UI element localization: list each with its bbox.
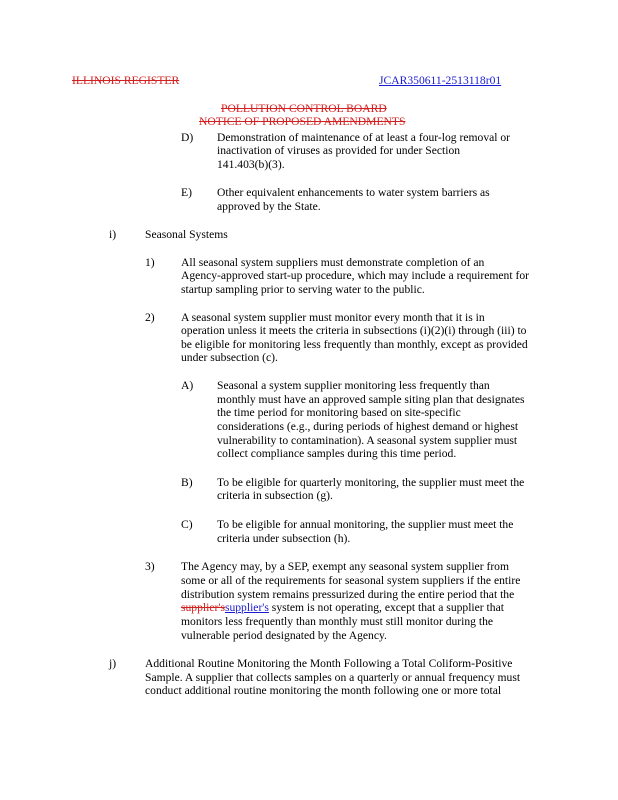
item-i3-label: 3) [145, 560, 155, 573]
inserted-text: supplier's [224, 601, 269, 614]
line-remainder: system is not operating, except that a supplier that [268, 601, 504, 614]
deleted-text: supplier's [181, 601, 225, 614]
item-i2-line-2: operation unless it meets the criteria in subsections (i)(2)(i) through (iii) to [181, 324, 527, 337]
item-i3-line-3: distribution system remains pressurized during the entire period that the [181, 588, 515, 601]
item-i2-line-3: be eligible for monitoring less frequently than monthly, except as provided [181, 338, 528, 351]
item-c-line-1: To be eligible for annual monitoring, the supplier must meet the [217, 518, 514, 531]
item-c-label: C) [181, 518, 193, 531]
item-c-line-2: criteria under subsection (h). [217, 532, 351, 545]
item-b-label: B) [181, 476, 193, 489]
section-i-label: i) [109, 228, 117, 241]
document-code: JCAR350611-2513118r01 [379, 74, 502, 87]
item-i1-line-3: startup sampling prior to serving water to the public. [181, 283, 425, 296]
notice-title: NOTICE OF PROPOSED AMENDMENTS [199, 115, 406, 128]
item-a-line-1: Seasonal a system supplier monitoring less frequently than [217, 379, 490, 392]
item-d-line-3: 141.403(b)(3). [217, 158, 285, 171]
board-title: POLLUTION CONTROL BOARD [221, 102, 387, 115]
item-i1-label: 1) [145, 256, 155, 269]
item-d-label: D) [181, 131, 194, 144]
item-i3-line-4 [181, 601, 504, 615]
item-a-line-2: monthly must have an approved sample siting plan that designates [217, 393, 525, 406]
item-i2-line-4: under subsection (c). [181, 351, 278, 364]
item-d-line-1: Demonstration of maintenance of at least a four-log removal or [217, 131, 511, 144]
item-i2-line-1: A seasonal system supplier must monitor every month that it is in [181, 311, 485, 324]
item-i3-line-2: some or all of the requirements for seasonal system suppliers if the entire [181, 574, 521, 587]
item-e-label: E) [181, 186, 192, 199]
item-d-line-2: inactivation of viruses as provided for under Section [217, 144, 461, 157]
item-i3-line-1: The Agency may, by a SEP, exempt any seasonal system supplier from [181, 560, 509, 573]
item-b-line-2: criteria in subsection (g). [217, 489, 333, 502]
item-a-line-6: collect compliance samples during this time period. [217, 447, 457, 460]
item-i1-line-2: Agency-approved start-up procedure, which may include a requirement for [181, 269, 529, 282]
item-i3-line-5: monitors less frequently than monthly must still monitor during the [181, 615, 494, 628]
section-j-line-1: Additional Routine Monitoring the Month Following a Total Coliform-Positive [145, 657, 513, 670]
item-b-line-1: To be eligible for quarterly monitoring, the supplier must meet the [217, 476, 525, 489]
item-i3-line-6: vulnerable period designated by the Agency. [181, 629, 387, 642]
item-i2-label: 2) [145, 311, 155, 324]
register-title: ILLINOIS REGISTER [72, 74, 180, 87]
item-e-line-2: approved by the State. [217, 200, 321, 213]
section-j-line-3: conduct additional routine monitoring the month following one or more total [145, 684, 502, 697]
item-a-line-5: vulnerability to contamination). A seasonal system supplier must [217, 434, 518, 447]
item-e-line-1: Other equivalent enhancements to water system barriers as [217, 186, 490, 199]
section-j-line-2: Sample. A supplier that collects samples on a quarterly or annual frequency must [145, 671, 521, 684]
section-i-title: Seasonal Systems [145, 228, 228, 241]
item-a-line-4: considerations (e.g., during periods of highest demand or highest [217, 420, 519, 433]
section-j-label: j) [109, 657, 117, 670]
item-a-line-3: the time period for monitoring based on site-specific [217, 406, 461, 419]
item-a-label: A) [181, 379, 194, 392]
item-i1-line-1: All seasonal system suppliers must demonstrate completion of an [181, 256, 485, 269]
